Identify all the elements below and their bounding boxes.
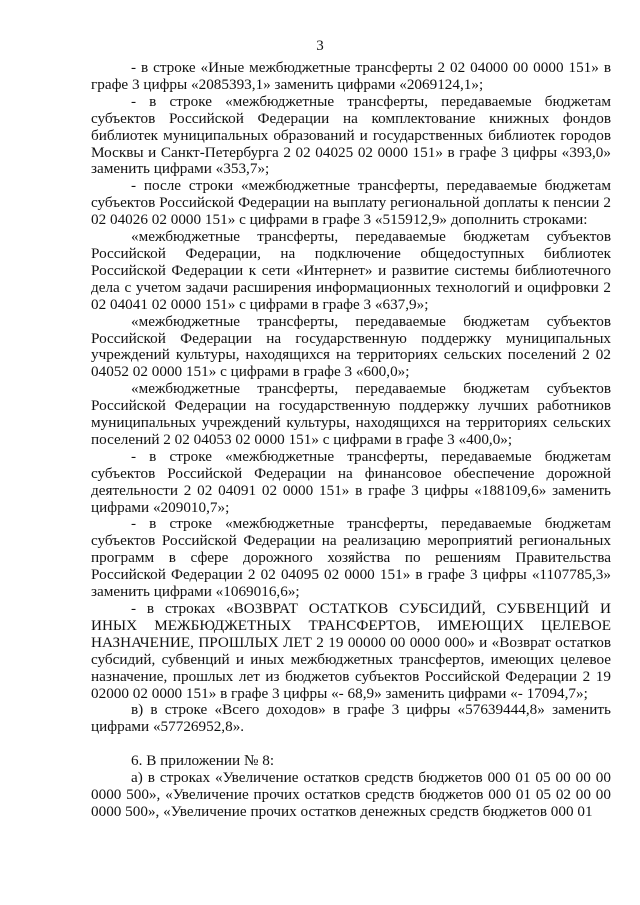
paragraph: а) в строках «Увеличение остатков средств бюджетов 000 01 05 00 00 00 0000 500», «Увеличение прочих остатков средств бюджетов 000 01 05 02 00 00 0000 500», «Увеличение прочих остатков денежных средств бюджетов 000 01 [91,769,611,820]
paragraph: - в строке «межбюджетные трансферты, передаваемые бюджетам субъектов Российской Федерации на реализацию мероприятий региональных программ в сфере дорожного хозяйства по решениям Правительства Российской Федерации 2 02 04095 02 0000 151» в графе 3 цифры «1107785,3» заменить цифрами «1069016,6»; [91,515,611,601]
document-body [91,60,611,821]
section-heading: 6. В приложении № 8: [131,752,275,770]
paragraph-gap [91,736,611,753]
paragraph: «межбюджетные трансферты, передаваемые бюджетам субъектов Российской Федерации на государственную поддержку муниципальных учреждений культуры, находящихся на территориях сельских поселений 2 02 04052 02 0000 151» с цифрами в графе 3 «600,0»; [91,312,611,381]
paragraph: - после строки «межбюджетные трансферты, передаваемые бюджетам субъектов Российской Федерации на выплату региональной доплаты к пенсии 2 02 04026 02 0000 151» с цифрами в графе 3 «515912,9» дополнить строками: [91,177,611,229]
paragraph: «межбюджетные трансферты, передаваемые бюджетам субъектов Российской Федерации, на подключение общедоступных библиотек Российской Федерации к сети «Интернет» и развитие системы библиотечного дела с учетом задачи расширения информационных технологий и оцифровки 2 02 04041 02 0000 151» с цифрами в графе 3 «637,9»; [91,228,611,313]
paragraph: «межбюджетные трансферты, передаваемые бюджетам субъектов Российской Федерации на государственную поддержку лучших работников муниципальных учреждений культуры, находящихся на территориях сельских поселений 2 02 04053 02 0000 151» с цифрами в графе 3 «400,0»; [91,380,611,448]
paragraph: - в строках «ВОЗВРАТ ОСТАТКОВ СУБСИДИЙ, СУБВЕНЦИЙ И ИНЫХ МЕЖБЮДЖЕТНЫХ ТРАНСФЕРТОВ, ИМЕЮЩИХ ЦЕЛЕВОЕ НАЗНАЧЕНИЕ, ПРОШЛЫХ ЛЕТ 2 19 00000 00 0000 000» и «Возврат остатков субсидий, субвенций и иных межбюджетных трансфертов, имеющих целевое назначение, прошлых лет из бюджетов субъектов Российской Федерации 2 19 02000 02 0000 151» в графе 3 цифры «- 68,9» заменить цифрами «- 17094,7»; [91,600,611,702]
paragraph: - в строке «межбюджетные трансферты, передаваемые бюджетам субъектов Российской Федерации на финансовое обеспечение дорожной деятельности 2 02 04091 02 0000 151» в графе 3 цифры «188109,6» заменить цифрами «209010,7»; [91,447,611,516]
paragraph: - в строке «Иные межбюджетные трансферты 2 02 04000 00 0000 151» в графе 3 цифры «2085393,1» заменить цифрами «2069124,1»; [91,59,611,93]
paragraph: в) в строке «Всего доходов» в графе 3 цифры «57639444,8» заменить цифрами «57726952,8». [91,701,611,736]
page-number: 3 [316,38,324,54]
paragraph: - в строке «межбюджетные трансферты, передаваемые бюджетам субъектов Российской Федерации на комплектование книжных фондов библиотек муниципальных образований и государственных библиотек городов Москвы и Санкт-Петербурга 2 02 04025 02 0000 151» в графе 3 цифры «393,0» заменить цифрами «353,7»; [91,92,611,178]
